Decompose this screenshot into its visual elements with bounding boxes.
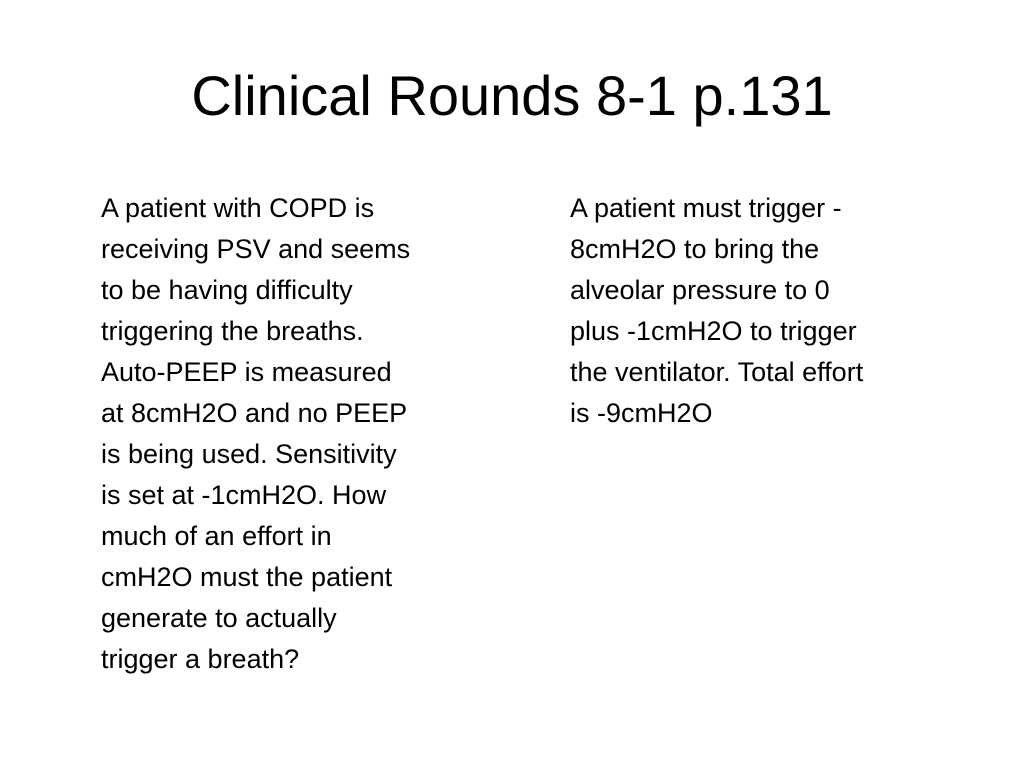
answer-text: A patient must trigger - 8cmH2O to bring the alveolar pressure to 0 plus -1cmH2O to trigger the ventilator. Total effort is -9cmH2O — [570, 193, 864, 428]
question-text: A patient with COPD is receiving PSV and seems to be having difficulty triggering the breaths. Auto-PEEP is measured at 8cmH2O and no PEEP is being used. Sensitivity is set at -1cmH2O. How much of an effort in cmH2O must the patient generate to actually trigger a breath? — [101, 193, 411, 674]
slide-title: Clinical Rounds 8-1 p.131 — [191, 64, 833, 127]
